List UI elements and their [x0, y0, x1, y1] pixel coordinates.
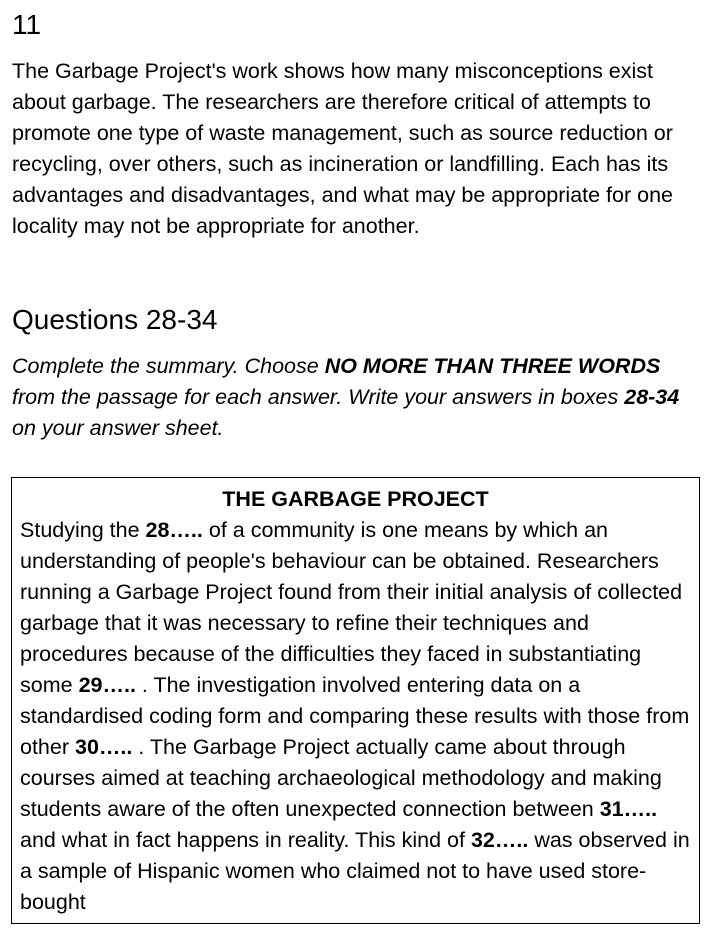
summary-text: . The investigation involved entering data on a standardised coding form and comparing these results with those from other — [20, 673, 690, 759]
questions-heading: Questions 28-34 — [12, 304, 218, 335]
summary-text: Studying the — [20, 518, 146, 542]
gap-32: 32….. — [470, 828, 529, 852]
instructions-text-2: from the passage for each answer. Write your answers in boxes — [12, 385, 625, 409]
summary-text: and what in fact happens in reality. This kind of — [20, 828, 471, 852]
summary-text: . The Garbage Project actually came about through courses aimed at teaching archaeological methodology and making students aware of the often unexpected connection between — [20, 735, 662, 821]
summary-text: of a community is one means by which an understanding of people's behaviour can be obtained. Researchers running a Garbage Project found from their initial analysis of collected garbage that it was necessary to refine their techniques and procedures because of the difficulties they faced in substantiating some — [20, 518, 683, 697]
summary-text: was observed in a sample of Hispanic women who claimed not to have used store-bought — [20, 828, 690, 914]
paragraph-number: 11 — [12, 9, 42, 40]
gap-28: 28….. — [145, 518, 203, 542]
instructions-box-range: 28-34 — [624, 385, 680, 409]
summary-body — [20, 515, 691, 918]
instructions — [12, 351, 702, 444]
instructions-text-1: Complete the summary. Choose — [12, 354, 325, 378]
gap-29: 29….. — [78, 673, 136, 697]
gap-31: 31….. — [599, 797, 658, 821]
summary-title: THE GARBAGE PROJECT — [222, 487, 489, 511]
instructions-text-3: on your answer sheet. — [12, 416, 224, 440]
summary-box — [11, 477, 700, 924]
instructions-word-limit: NO MORE THAN THREE WORDS — [324, 354, 661, 378]
gap-30: 30….. — [74, 735, 133, 759]
passage-paragraph: The Garbage Project's work shows how many misconceptions exist about garbage. The researchers are therefore critical of attempts to promote one type of waste management, such as source reduction or recycling, over others, such as incineration or landfilling. Each has its advantages and disadvantages, and what may be appropriate for one locality may not be appropriate for another. — [12, 59, 673, 238]
